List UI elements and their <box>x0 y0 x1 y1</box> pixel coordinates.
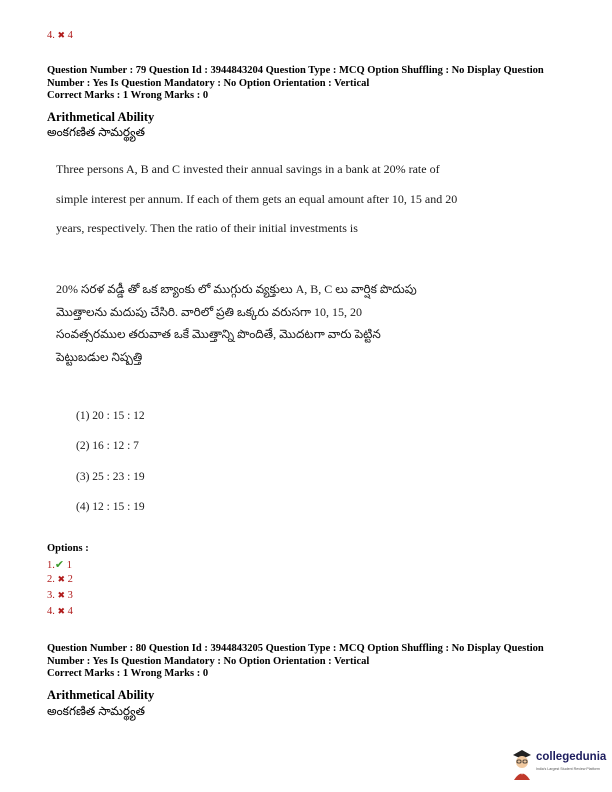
cross-icon: ✖ <box>57 574 66 584</box>
cross-icon: ✖ <box>57 590 66 600</box>
option-4: 4. ✖ 4 <box>47 606 73 617</box>
cross-icon: ✖ <box>57 30 66 40</box>
option-1: 1.✔ 1 <box>47 559 72 571</box>
answer-choice-1: (1) 20 : 15 : 12 <box>76 410 145 422</box>
options-label: Options : <box>47 543 89 554</box>
option-3: 3. ✖ 3 <box>47 590 73 601</box>
answer-choice-4: (4) 12 : 15 : 19 <box>76 501 145 513</box>
question-text-english: Three persons A, B and C invested their annual savings in a bank at 20% rate of simple interest per annum. If each of them gets an equal amount after 10, 15 and 20 years, respectively. Then the ratio of their initial investments is <box>56 162 458 235</box>
cross-icon: ✖ <box>57 606 66 616</box>
section-title-telugu: అంకగణిత సామర్థ్యత <box>47 704 145 718</box>
section-title: Arithmetical Ability <box>47 688 155 702</box>
question-80-meta: Question Number : 80 Question Id : 3944843205 Question Type : MCQ Option Shuffling : No Display Question Number : Yes Is Question Mandatory : No Option Orientation : Vertical Correct Marks : 1 Wrong Marks : 0 <box>47 643 544 679</box>
check-icon: ✔ <box>54 559 65 571</box>
mascot-icon <box>509 747 535 781</box>
previous-option-4: 4. ✖ 4 <box>47 30 73 41</box>
collegedunia-logo <box>509 745 609 785</box>
section-title: Arithmetical Ability <box>47 110 155 124</box>
question-79-meta: Question Number : 79 Question Id : 3944843204 Question Type : MCQ Option Shuffling : No Display Question Number : Yes Is Question Mandatory : No Option Orientation : Vertical Correct Marks : 1 Wrong Marks : 0 <box>47 65 544 101</box>
logo-wordmark: collegedunia <box>536 751 607 763</box>
section-title-telugu: అంకగణిత సామర్థ్యత <box>47 125 145 139</box>
answer-choice-3: (3) 25 : 23 : 19 <box>76 471 145 483</box>
question-text-telugu: 20% సరళ వడ్డీ తో ఒక బ్యాంకు లో ముగ్గురు వ్యక్తులు A, B, C లు వార్షిక పొదుపు మొత్తాలను మదుపు చేసిరి. వారిలో ప్రతి ఒక్కరు వరుసగా 10, 15, 20 సంవత్సరముల తరువాత ఒకే మొత్తాన్ని పొందితే, మొదటగా వారు పెట్టిన పెట్టుబడుల నిష్పత్తి <box>56 282 417 364</box>
option-2: 2. ✖ 2 <box>47 574 73 585</box>
answer-choice-2: (2) 16 : 12 : 7 <box>76 440 139 452</box>
logo-tagline: India's Largest Student Review Platform <box>536 767 600 771</box>
